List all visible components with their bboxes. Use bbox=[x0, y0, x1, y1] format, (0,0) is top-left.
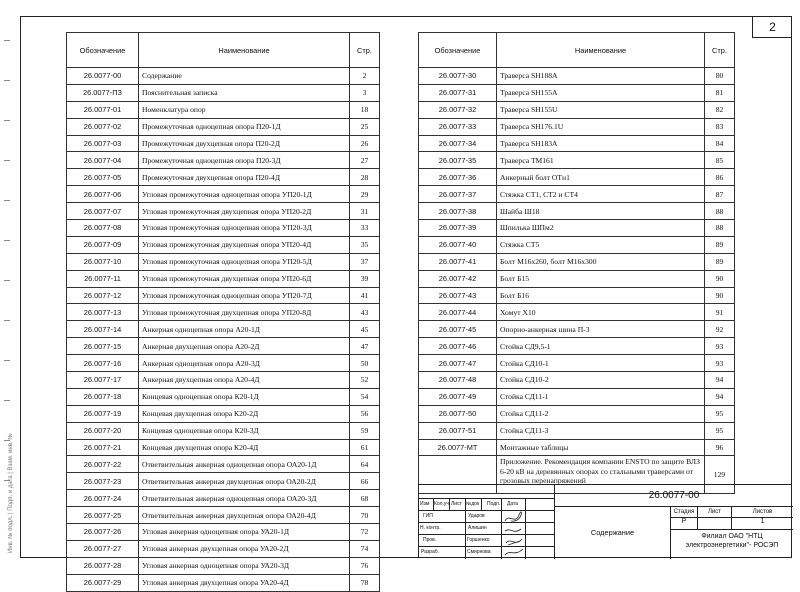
row-page: 87 bbox=[705, 186, 735, 203]
table-row bbox=[419, 236, 735, 253]
col-header-docnum: №док bbox=[466, 501, 480, 507]
row-page: 129 bbox=[705, 456, 735, 494]
row-name: Номенклатура опор bbox=[139, 101, 350, 118]
name-checked: Горшенко bbox=[467, 537, 490, 543]
row-code: 26.0077-50 bbox=[419, 405, 497, 422]
row-code: 26.0077-04 bbox=[67, 152, 139, 169]
table-row bbox=[419, 135, 735, 152]
row-name: Болт Б16 bbox=[497, 287, 705, 304]
row-name: Пояснительная записка bbox=[139, 84, 350, 101]
table-header-row bbox=[419, 33, 735, 68]
document-title: Содержание bbox=[555, 507, 671, 559]
row-code: 26.0077-ПЗ bbox=[67, 84, 139, 101]
row-code: 26.0077-34 bbox=[419, 135, 497, 152]
row-code: 26.0077-13 bbox=[67, 304, 139, 321]
table-row bbox=[419, 321, 735, 338]
row-name: Траверса SH155U bbox=[497, 101, 705, 118]
col-header-sheet: Лист bbox=[451, 501, 462, 507]
row-name: Стойка СД9,5-1 bbox=[497, 338, 705, 355]
row-name: Анкерный болт ОТн1 bbox=[497, 169, 705, 186]
sheets-value: 1 bbox=[760, 518, 765, 525]
row-code: 26.0077-14 bbox=[67, 321, 139, 338]
col-header-change: Изм bbox=[420, 501, 430, 507]
row-page: 68 bbox=[350, 490, 380, 507]
table-row bbox=[67, 203, 380, 220]
row-page: 93 bbox=[705, 338, 735, 355]
table-row bbox=[67, 287, 380, 304]
row-page: 64 bbox=[350, 456, 380, 473]
row-name: Угловая промежуточная одноцепная опора УП20-1Д bbox=[139, 186, 350, 203]
table-row bbox=[67, 507, 380, 524]
signature-scribbles bbox=[503, 511, 525, 557]
header-name: Наименование bbox=[497, 33, 705, 68]
row-name: Угловая анкерная двухцепная опора УА20-4Д bbox=[139, 574, 350, 591]
row-name: Стойка СД11-2 bbox=[497, 405, 705, 422]
row-name: Стяжка СТ5 bbox=[497, 236, 705, 253]
row-code: 26.0077-11 bbox=[67, 270, 139, 287]
row-page: 28 bbox=[350, 169, 380, 186]
row-name: Анкерная двухцепная опора А20-2Д bbox=[139, 338, 350, 355]
row-page: 83 bbox=[705, 118, 735, 135]
row-name: Анкерная одноцепная опора А20-3Д bbox=[139, 355, 350, 372]
row-code: 26.0077-16 bbox=[67, 355, 139, 372]
row-name: Концевая одноцепная опора К20-3Д bbox=[139, 422, 350, 439]
row-page: 26 bbox=[350, 135, 380, 152]
row-code: 26.0077-44 bbox=[419, 304, 497, 321]
row-name: Угловая промежуточная двухцепная опора УП20-6Д bbox=[139, 270, 350, 287]
row-name: Шпилька ШПм2 bbox=[497, 220, 705, 237]
row-code: 26.0077-08 bbox=[67, 220, 139, 237]
row-name: Концевая двухцепная опора К20-2Д bbox=[139, 405, 350, 422]
row-name: Болт М16х260, болт М16х300 bbox=[497, 253, 705, 270]
role-gip: ГИП bbox=[423, 513, 433, 519]
row-page: 59 bbox=[350, 422, 380, 439]
row-page: 61 bbox=[350, 439, 380, 456]
row-page: 27 bbox=[350, 152, 380, 169]
row-name: Ответвительная анкерная одноцепная опора ОА20-1Д bbox=[139, 456, 350, 473]
sheet-value bbox=[698, 518, 731, 526]
table-row bbox=[419, 118, 735, 135]
row-page: 31 bbox=[350, 203, 380, 220]
row-code: 26.0077-24 bbox=[67, 490, 139, 507]
row-page: 76 bbox=[350, 557, 380, 574]
row-code: 26.0077-37 bbox=[419, 186, 497, 203]
header-code: Обозначение bbox=[67, 33, 139, 68]
row-page: 86 bbox=[705, 169, 735, 186]
table-row bbox=[67, 490, 380, 507]
row-name: Стойка СД11-1 bbox=[497, 388, 705, 405]
row-code: 26.0077-00 bbox=[67, 68, 139, 85]
row-name: Стойка СД10-1 bbox=[497, 355, 705, 372]
table-row bbox=[67, 186, 380, 203]
row-name: Угловая промежуточная двухцепная опора УП20-4Д bbox=[139, 236, 350, 253]
row-code: 26.0077-23 bbox=[67, 473, 139, 490]
table-row bbox=[419, 338, 735, 355]
table-row bbox=[419, 422, 735, 439]
sheet-info bbox=[671, 507, 793, 529]
table-row bbox=[67, 473, 380, 490]
binding-margin-label: Инв. № подл. | Подп. и дата | Взам. инв. № bbox=[8, 433, 14, 553]
row-page: 18 bbox=[350, 101, 380, 118]
row-code: 26.0077-40 bbox=[419, 236, 497, 253]
row-page: 82 bbox=[705, 101, 735, 118]
table-row bbox=[67, 338, 380, 355]
row-code: 26.0077-49 bbox=[419, 388, 497, 405]
row-code: 26.0077-10 bbox=[67, 253, 139, 270]
row-code: 26.0077-38 bbox=[419, 203, 497, 220]
row-page: 66 bbox=[350, 473, 380, 490]
table-row bbox=[67, 422, 380, 439]
table-row bbox=[67, 540, 380, 557]
row-name: Опорно-анкерная шина П-3 bbox=[497, 321, 705, 338]
table-row bbox=[67, 84, 380, 101]
row-code: 26.0077-31 bbox=[419, 84, 497, 101]
row-name: Траверса SH155A bbox=[497, 84, 705, 101]
row-page: 78 bbox=[350, 574, 380, 591]
row-name: Болт Б15 bbox=[497, 270, 705, 287]
row-page: 45 bbox=[350, 321, 380, 338]
document-code: 26.0077-00 bbox=[555, 485, 793, 507]
table-row bbox=[67, 68, 380, 85]
table-row bbox=[419, 405, 735, 422]
table-row bbox=[67, 524, 380, 541]
row-page: 52 bbox=[350, 372, 380, 389]
row-page: 47 bbox=[350, 338, 380, 355]
row-code: 26.0077-15 bbox=[67, 338, 139, 355]
row-code: 26.0077-26 bbox=[67, 524, 139, 541]
row-name: Угловая промежуточная одноцепная опора УП20-7Д bbox=[139, 287, 350, 304]
row-name: Хомут Х10 bbox=[497, 304, 705, 321]
row-code: 26.0077-02 bbox=[67, 118, 139, 135]
row-name: Концевая одноцепная опора К20-1Д bbox=[139, 388, 350, 405]
row-code: 26.0077-48 bbox=[419, 372, 497, 389]
role-checked: Пров. bbox=[423, 537, 437, 543]
table-row bbox=[419, 84, 735, 101]
row-page: 25 bbox=[350, 118, 380, 135]
row-page: 2 bbox=[350, 68, 380, 85]
row-page: 84 bbox=[705, 135, 735, 152]
row-code: 26.0077-36 bbox=[419, 169, 497, 186]
row-name: Траверса SH183A bbox=[497, 135, 705, 152]
row-page: 39 bbox=[350, 270, 380, 287]
row-name: Траверса ТМ161 bbox=[497, 152, 705, 169]
table-row bbox=[67, 405, 380, 422]
row-name: Анкерная двухцепная опора А20-4Д bbox=[139, 372, 350, 389]
row-name: Угловая анкерная одноцепная опора УА20-3Д bbox=[139, 557, 350, 574]
row-code: 26.0077-12 bbox=[67, 287, 139, 304]
row-page: 72 bbox=[350, 524, 380, 541]
row-page: 91 bbox=[705, 304, 735, 321]
table-row bbox=[67, 304, 380, 321]
row-code: 26.0077-43 bbox=[419, 287, 497, 304]
table-row bbox=[67, 135, 380, 152]
row-page: 95 bbox=[705, 422, 735, 439]
row-page: 92 bbox=[705, 321, 735, 338]
stage-value: Р bbox=[681, 518, 687, 525]
row-page: 94 bbox=[705, 372, 735, 389]
row-code: 26.0077-30 bbox=[419, 68, 497, 85]
col-header-count: Кол.уч bbox=[434, 501, 449, 507]
table-row bbox=[67, 169, 380, 186]
contents-table-left bbox=[66, 32, 380, 592]
row-name: Ответвительная анкерная двухцепная опора ОА20-2Д bbox=[139, 473, 350, 490]
table-row bbox=[419, 355, 735, 372]
row-name: Приложение. Рекомендация компании ENSTO по защите ВЛЗ 6-20 кВ на деревянных опорах со стальными траверсами от грозовых перенапряжений bbox=[497, 456, 705, 494]
row-page: 88 bbox=[705, 220, 735, 237]
table-row bbox=[67, 270, 380, 287]
row-page: 50 bbox=[350, 355, 380, 372]
table-row bbox=[419, 388, 735, 405]
table-row bbox=[67, 118, 380, 135]
table-row bbox=[67, 253, 380, 270]
row-code: 26.0077-32 bbox=[419, 101, 497, 118]
table-row bbox=[419, 220, 735, 237]
row-code: 26.0077-09 bbox=[67, 236, 139, 253]
table-row bbox=[67, 439, 380, 456]
row-code: 26.0077-01 bbox=[67, 101, 139, 118]
row-page: 89 bbox=[705, 236, 735, 253]
row-code: 26.0077-22 bbox=[67, 456, 139, 473]
row-code: 26.0077-35 bbox=[419, 152, 497, 169]
table-header-row bbox=[67, 33, 380, 68]
row-code: 26.0077-06 bbox=[67, 186, 139, 203]
header-page: Стр. bbox=[705, 33, 735, 68]
table-row bbox=[67, 236, 380, 253]
row-page: 56 bbox=[350, 405, 380, 422]
table-row bbox=[419, 203, 735, 220]
row-page: 88 bbox=[705, 203, 735, 220]
row-page: 43 bbox=[350, 304, 380, 321]
table-row bbox=[419, 68, 735, 85]
row-code: 26.0077-51 bbox=[419, 422, 497, 439]
row-page: 70 bbox=[350, 507, 380, 524]
name-norm-control: Алишин bbox=[468, 525, 487, 531]
table-row bbox=[67, 355, 380, 372]
row-code: 26.0077-42 bbox=[419, 270, 497, 287]
row-name: Промежуточная одноцепная опора П20-3Д bbox=[139, 152, 350, 169]
row-code: 26.0077-29 bbox=[67, 574, 139, 591]
table-row bbox=[67, 372, 380, 389]
row-code: 26.0077-41 bbox=[419, 253, 497, 270]
row-name: Концевая двухцепная опора К20-4Д bbox=[139, 439, 350, 456]
sheet-header: Лист bbox=[707, 509, 722, 515]
table-row bbox=[419, 253, 735, 270]
table-row bbox=[419, 287, 735, 304]
row-code: 26.0077-21 bbox=[67, 439, 139, 456]
row-page: 94 bbox=[705, 388, 735, 405]
row-name: Угловая анкерная двухцепная опора УА20-2Д bbox=[139, 540, 350, 557]
table-row bbox=[419, 186, 735, 203]
row-page: 81 bbox=[705, 84, 735, 101]
row-name: Шайба Ш18 bbox=[497, 203, 705, 220]
row-code: 26.0077-28 bbox=[67, 557, 139, 574]
row-page: 89 bbox=[705, 253, 735, 270]
row-page: 29 bbox=[350, 186, 380, 203]
title-block-revisions bbox=[419, 485, 555, 559]
table-row bbox=[67, 220, 380, 237]
table-row bbox=[67, 456, 380, 473]
row-code: 26.0077-05 bbox=[67, 169, 139, 186]
row-name: Стойка СД11-3 bbox=[497, 422, 705, 439]
row-name: Содержание bbox=[139, 68, 350, 85]
row-code: 26.0077-07 bbox=[67, 203, 139, 220]
row-page: 74 bbox=[350, 540, 380, 557]
table-row bbox=[419, 169, 735, 186]
row-page: 95 bbox=[705, 405, 735, 422]
row-name: Траверса SH188A bbox=[497, 68, 705, 85]
row-name: Траверса SH176.1U bbox=[497, 118, 705, 135]
table-row bbox=[419, 372, 735, 389]
row-code: 26.0077-33 bbox=[419, 118, 497, 135]
row-code: 26.0077-03 bbox=[67, 135, 139, 152]
row-code: 26.0077-17 bbox=[67, 372, 139, 389]
row-page: 90 bbox=[705, 270, 735, 287]
role-norm-control: Н. контр. bbox=[420, 525, 441, 531]
table-row bbox=[419, 304, 735, 321]
row-name: Монтажные таблицы bbox=[497, 439, 705, 456]
page-number: 2 bbox=[752, 16, 792, 38]
row-name: Угловая анкерная одноцепная опора УА20-1Д bbox=[139, 524, 350, 541]
title-block bbox=[418, 484, 792, 558]
row-code: 26.0077-47 bbox=[419, 355, 497, 372]
row-code: 26.0077-27 bbox=[67, 540, 139, 557]
name-gip: Ударов bbox=[468, 513, 485, 519]
role-developed: Разраб. bbox=[421, 549, 440, 555]
row-code: 26.0077-45 bbox=[419, 321, 497, 338]
row-name: Угловая промежуточная одноцепная опора УП20-5Д bbox=[139, 253, 350, 270]
row-name: Стяжка СТ1, СТ2 и СТ4 bbox=[497, 186, 705, 203]
row-name: Промежуточная двухцепная опора П20-4Д bbox=[139, 169, 350, 186]
row-code: 26.0077-18 bbox=[67, 388, 139, 405]
row-page: 90 bbox=[705, 287, 735, 304]
row-name: Угловая промежуточная двухцепная опора УП20-2Д bbox=[139, 203, 350, 220]
row-name: Угловая промежуточная двухцепная опора УП20-8Д bbox=[139, 304, 350, 321]
row-name: Промежуточная двухцепная опора П20-2Д bbox=[139, 135, 350, 152]
row-page: 93 bbox=[705, 355, 735, 372]
stage-header: Стадия bbox=[673, 509, 695, 515]
row-code: 26.0077-19 bbox=[67, 405, 139, 422]
row-code: 26.0077-20 bbox=[67, 422, 139, 439]
table-row bbox=[419, 270, 735, 287]
table-row bbox=[67, 388, 380, 405]
table-row bbox=[419, 439, 735, 456]
contents-table-right bbox=[418, 32, 735, 494]
header-page: Стр. bbox=[350, 33, 380, 68]
header-name: Наименование bbox=[139, 33, 350, 68]
sheets-header: Листов bbox=[752, 509, 773, 515]
row-name: Промежуточная одноцепная опора П20-1Д bbox=[139, 118, 350, 135]
table-row bbox=[67, 574, 380, 591]
row-name: Стойка СД10-2 bbox=[497, 372, 705, 389]
table-row bbox=[67, 152, 380, 169]
row-code: 26.0077-25 bbox=[67, 507, 139, 524]
table-row bbox=[67, 321, 380, 338]
row-page: 33 bbox=[350, 220, 380, 237]
name-developed: Смирнова bbox=[467, 549, 491, 555]
row-page: 96 bbox=[705, 439, 735, 456]
table-row bbox=[419, 152, 735, 169]
row-code: 26.0077-46 bbox=[419, 338, 497, 355]
row-name: Анкерная одноцепная опора А20-1Д bbox=[139, 321, 350, 338]
table-row bbox=[67, 101, 380, 118]
row-page: 3 bbox=[350, 84, 380, 101]
row-name: Ответвительная анкерная двухцепная опора ОА20-4Д bbox=[139, 507, 350, 524]
organization: Филиал ОАО "НТЦ электроэнергетики"- РОСЭП bbox=[671, 529, 793, 559]
row-page: 54 bbox=[350, 388, 380, 405]
header-code: Обозначение bbox=[419, 33, 497, 68]
col-header-date: Дата bbox=[507, 501, 519, 507]
row-page: 35 bbox=[350, 236, 380, 253]
row-page: 37 bbox=[350, 253, 380, 270]
row-page: 85 bbox=[705, 152, 735, 169]
row-code: 26.0077-39 bbox=[419, 220, 497, 237]
col-header-signature: Подп. bbox=[487, 501, 501, 507]
row-page: 80 bbox=[705, 68, 735, 85]
row-name: Ответвительная анкерная одноцепная опора ОА20-3Д bbox=[139, 490, 350, 507]
row-code: 26.0077-МТ bbox=[419, 439, 497, 456]
table-row bbox=[419, 101, 735, 118]
row-name: Угловая промежуточная одноцепная опора УП20-3Д bbox=[139, 220, 350, 237]
row-page: 41 bbox=[350, 287, 380, 304]
